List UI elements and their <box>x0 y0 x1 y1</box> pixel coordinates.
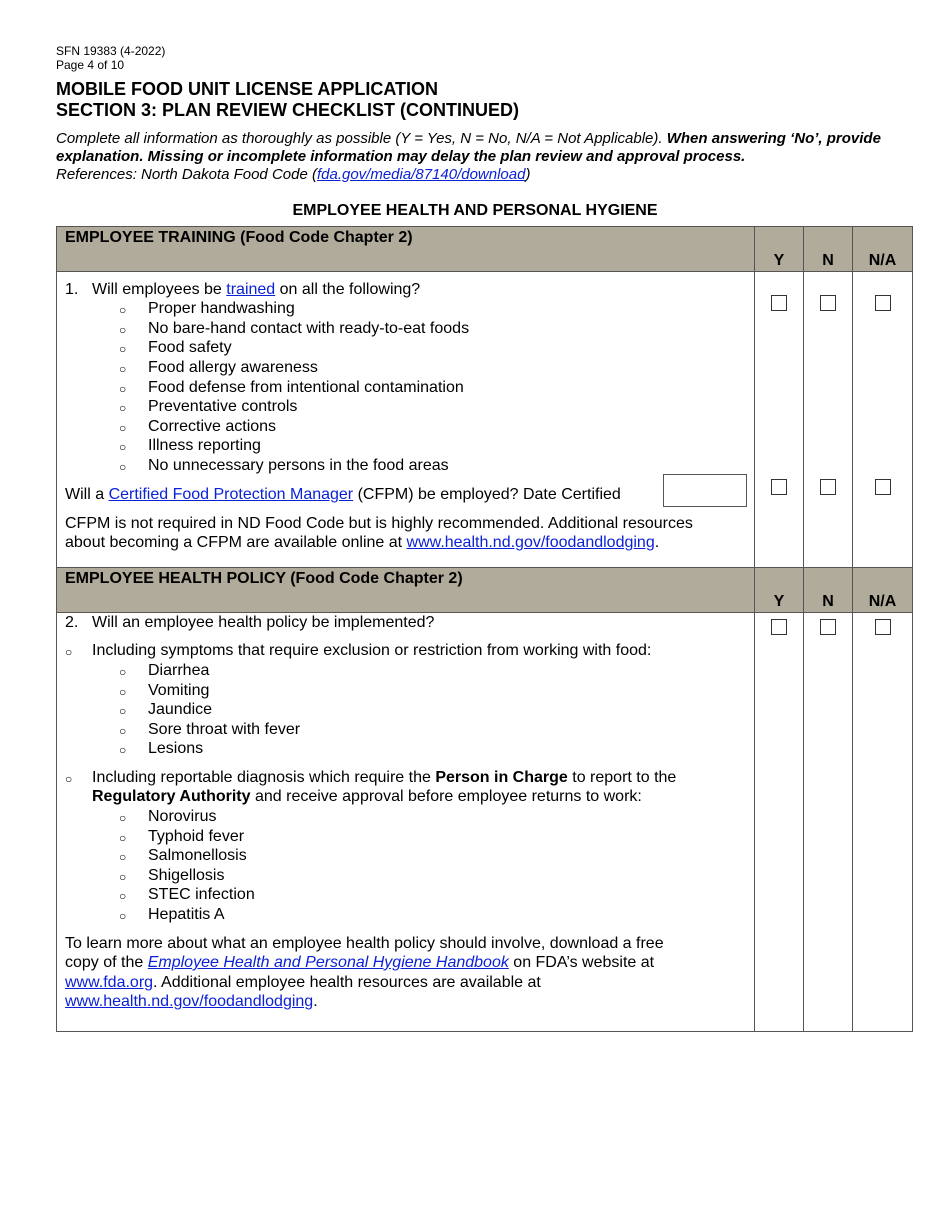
q2-n-cell <box>804 613 853 1032</box>
list-item: Shigellosis <box>148 867 225 884</box>
cfpm-link[interactable]: Certified Food Protection Manager <box>108 486 354 503</box>
q1-n-checkbox[interactable] <box>820 295 836 311</box>
q2-y-checkbox[interactable] <box>771 619 787 635</box>
trained-link[interactable]: trained <box>226 281 276 298</box>
list-item: Lesions <box>148 740 204 757</box>
handbook-link[interactable]: Employee Health and Personal Hygiene Handbook <box>147 954 509 971</box>
section-subtitle: SECTION 3: PLAN REVIEW CHECKLIST (CONTINUED) <box>56 100 520 120</box>
learn-more-text-3: www.fda.org. Additional employee health resources are available at <box>65 974 541 991</box>
q1-na-checkbox[interactable] <box>875 295 891 311</box>
col-na: N/A <box>853 568 913 613</box>
health-row <box>57 613 913 1032</box>
list-item: Corrective actions <box>148 418 277 435</box>
learn-more-text-4: www.health.nd.gov/foodandlodging. <box>65 993 318 1010</box>
list-item: Diarrhea <box>148 662 210 679</box>
list-item: Norovirus <box>148 808 217 825</box>
cfpm-question: Will a Certified Food Protection Manager (CFPM) be employed? Date Certified <box>65 486 621 503</box>
section-heading: EMPLOYEE HEALTH AND PERSONAL HYGIENE <box>292 202 658 219</box>
foodandlodging-link[interactable]: www.health.nd.gov/foodandlodging <box>406 534 655 551</box>
list-item: Preventative controls <box>148 398 298 415</box>
col-n: N <box>804 227 853 272</box>
col-n: N <box>804 568 853 613</box>
health-question-cell: 2. Will an employee health policy be implemented? ○ Including symptoms that require exclusion or restriction from working with food: ○ Diarrhea ○ Vomiting ○ Jaundice ○ Sore throat with fever ○ Lesions ○ Including reportable diagnosis which require the Person in Charge to report to the Regulatory Authority and receive approval before employee returns to work: ○ Norovirus ○ Typhoid fever ○ Salmonellosis ○ Shigellosis ○ STEC infection ○ Hepatitis A To learn more about what an employee health policy should involve, download a free copy of the Employee Health and Personal Hygiene Handbook on FDA’s website at www.fda.org. Additional employee health resources are available at www.health.nd.gov/foodandlodging. <box>57 613 755 1032</box>
q1-n-cell <box>804 272 853 568</box>
cfpm-note: CFPM is not required in ND Food Code but is highly recommended. Additional resources <box>65 515 693 532</box>
health-header: EMPLOYEE HEALTH POLICY (Food Code Chapter 2) <box>57 568 755 613</box>
q1-number: 1. <box>65 281 79 298</box>
list-item: Vomiting <box>148 682 210 699</box>
list-item: STEC infection <box>148 886 255 903</box>
cfpm-na-checkbox[interactable] <box>875 479 891 495</box>
training-question-cell: 1. Will employees be trained on all the following? ○ Proper handwashing ○ No bare-hand contact with ready-to-eat foods ○ Food safety ○ Food allergy awareness ○ Food defense from intentional contamination ○ Preventative controls ○ Corrective actions ○ Illness reporting ○ No unnecessary persons in the food areas Will a Certified Food Protection Manager (CFPM) be employed? Date Certified CFPM is not required in ND Food Code but is highly recommended. Additional resources about becoming a CFPM are available online at www.health.nd.gov/foodandlodging. <box>57 272 755 568</box>
col-y: Y <box>755 568 804 613</box>
document-title: MOBILE FOOD UNIT LICENSE APPLICATION <box>56 79 438 99</box>
page-number: Page 4 of 10 <box>56 58 125 72</box>
list-item: No unnecessary persons in the food areas <box>148 457 449 474</box>
list-item: Food defense from intentional contamination <box>148 379 464 396</box>
training-row <box>57 272 913 568</box>
checklist-table <box>56 226 913 1032</box>
list-item: No bare-hand contact with ready-to-eat foods <box>148 320 470 337</box>
cfpm-y-checkbox[interactable] <box>771 479 787 495</box>
learn-more-text-2: copy of the Employee Health and Personal Hygiene Handbook on FDA’s website at <box>65 954 655 971</box>
list-item: Food allergy awareness <box>148 359 318 376</box>
food-code-link[interactable]: fda.gov/media/87140/download <box>316 166 526 183</box>
q1-text: Will employees be trained on all the following? <box>92 281 421 298</box>
q1-y-cell <box>755 272 804 568</box>
q2-y-cell <box>755 613 804 1032</box>
symptoms-intro: Including symptoms that require exclusion or restriction from working with food: <box>92 642 652 659</box>
q2-na-cell <box>853 613 913 1032</box>
q1-y-checkbox[interactable] <box>771 295 787 311</box>
col-na: N/A <box>853 227 913 272</box>
list-item: Sore throat with fever <box>148 721 301 738</box>
col-y: Y <box>755 227 804 272</box>
list-item: Jaundice <box>148 701 213 718</box>
q2-na-checkbox[interactable] <box>875 619 891 635</box>
training-header: EMPLOYEE TRAINING (Food Code Chapter 2) <box>57 227 755 272</box>
health-header-row <box>57 568 913 613</box>
list-item: Hepatitis A <box>148 906 225 923</box>
list-item: Illness reporting <box>148 437 261 454</box>
training-header-row <box>57 227 913 272</box>
q2-text: Will an employee health policy be implemented? <box>92 614 435 631</box>
fda-link[interactable]: www.fda.org <box>65 974 154 991</box>
diagnosis-intro-cont: Regulatory Authority and receive approval before employee returns to work: <box>92 788 642 805</box>
list-item: Typhoid fever <box>148 828 245 845</box>
foodandlodging-link-2[interactable]: www.health.nd.gov/foodandlodging <box>65 993 314 1010</box>
q2-number: 2. <box>65 614 79 631</box>
q2-n-checkbox[interactable] <box>820 619 836 635</box>
learn-more-text: To learn more about what an employee health policy should involve, download a free <box>65 935 664 952</box>
cfpm-resources: about becoming a CFPM are available online at www.health.nd.gov/foodandlodging. <box>65 534 660 551</box>
form-id: SFN 19383 (4-2022) <box>56 44 166 58</box>
list-item: Food safety <box>148 339 232 356</box>
list-item: Proper handwashing <box>148 300 295 317</box>
list-item: Salmonellosis <box>148 847 247 864</box>
date-certified-input[interactable] <box>663 474 747 507</box>
diagnosis-intro: Including reportable diagnosis which require the Person in Charge to report to the <box>92 769 677 786</box>
q1-na-cell <box>853 272 913 568</box>
instructions: Complete all information as thoroughly as possible (Y = Yes, N = No, N/A = Not Applicable). When answering ‘No’, provide explanation. Missing or incomplete information may delay the plan review and approval process. References: North Dakota Food Code (fda.gov/media/87140/download) <box>56 130 881 183</box>
cfpm-n-checkbox[interactable] <box>820 479 836 495</box>
